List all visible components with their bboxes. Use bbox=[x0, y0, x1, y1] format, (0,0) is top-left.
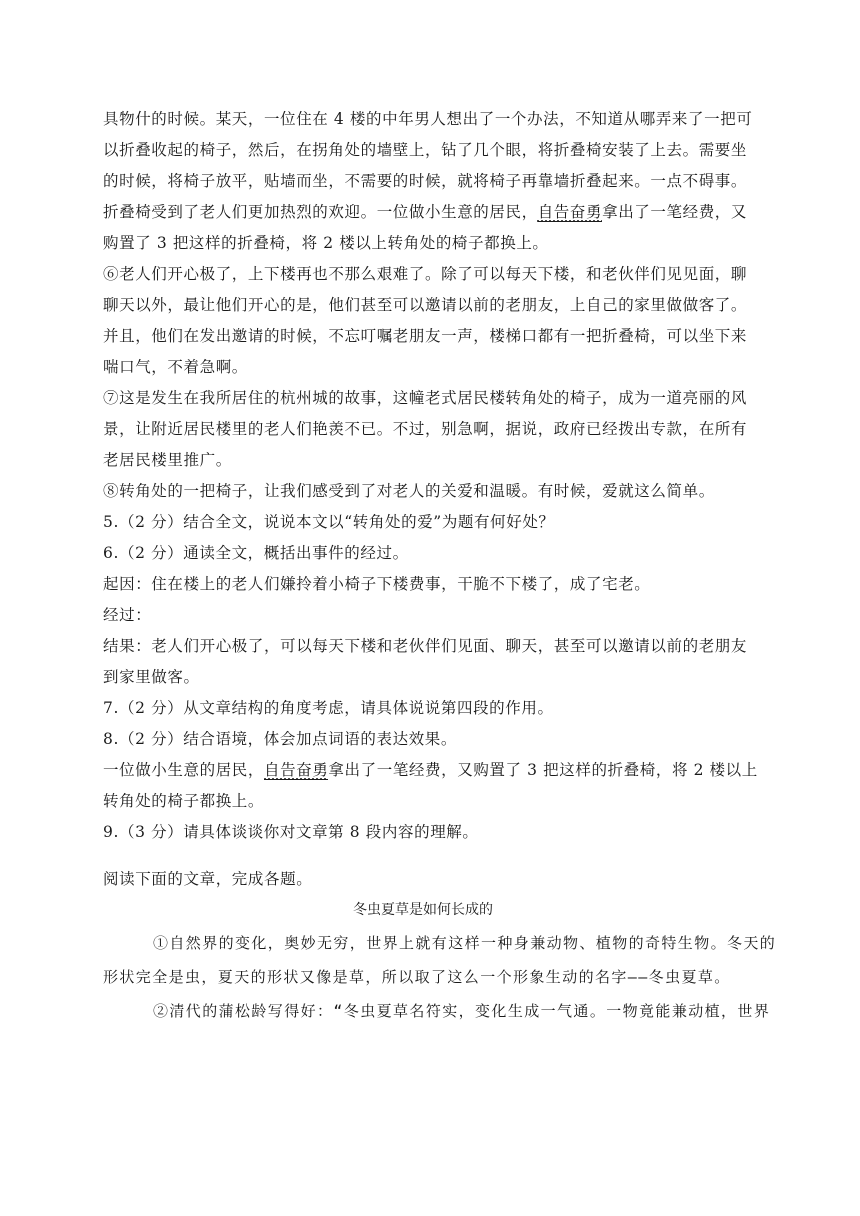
paragraph-6-line-4: 喘口气，不着急啊。 bbox=[103, 358, 248, 376]
emphasized-phrase: 自告奋勇 bbox=[264, 761, 329, 779]
article-paragraph-1-line-2: 形状完全是虫，夏天的形状又像是草，所以取了这么一个形象生动的名字——冬虫夏草。 bbox=[103, 968, 731, 986]
paragraph-6-line-3: 并且，他们在发出邀请的时候，不忘叮嘱老朋友一声，楼梯口都有一把折叠椅，可以坐下来 bbox=[103, 327, 748, 345]
paragraph-6-line-1: ⑥老人们开心极了，上下楼再也不那么艰难了。除了可以每天下楼，和老伙伴们见见面，聊 bbox=[103, 265, 748, 283]
question-8-quote-line-1 bbox=[103, 755, 758, 786]
paragraph-4-line-2: 以折叠收起的椅子，然后，在拐角处的墙壁上，钻了几个眼，将折叠椅安装了上去。需要坐 bbox=[103, 141, 748, 159]
question-8-quote-start: 一位做小生意的居民， bbox=[103, 761, 265, 779]
paragraph-4-line-4-start: 折叠椅受到了老人们更加热烈的欢迎。一位做小生意的居民， bbox=[103, 203, 538, 221]
article-title: 冬虫夏草是如何长成的 bbox=[353, 902, 493, 918]
reading-instruction: 阅读下面的文章，完成各题。 bbox=[103, 870, 313, 888]
paragraph-4-line-3: 的时候，将椅子放平，贴墙而坐，不需要的时候，就将椅子再靠墙折叠起来。一点不碍事。 bbox=[103, 172, 748, 190]
article-paragraph-2-line-1: ②清代的蒲松龄写得好：“冬虫夏草名符实，变化生成一气通。一物竟能兼动植，世界 bbox=[153, 1002, 771, 1020]
paragraph-7-line-2: 景，让附近居民楼里的老人们艳羡不已。不过，别急啊，据说，政府已经拨出专款，在所有 bbox=[103, 420, 748, 438]
question-5: 5.（2 分）结合全文，说说本文以“转角处的爱”为题有何好处？ bbox=[103, 513, 555, 531]
question-9: 9.（3 分）请具体谈谈你对文章第 8 段内容的理解。 bbox=[103, 823, 479, 841]
question-7: 7.（2 分）从文章结构的角度考虑，请具体说说第四段的作用。 bbox=[103, 699, 554, 717]
paragraph-6-line-2: 聊天以外，最让他们开心的是，他们甚至可以邀请以前的老朋友，上自己的家里做做客了。 bbox=[103, 296, 748, 314]
emphasized-phrase: 自告奋勇 bbox=[537, 203, 603, 221]
question-6-process: 经过： bbox=[103, 606, 152, 624]
section-gap bbox=[103, 848, 743, 864]
question-8-quote-end: 拿出了一笔经费，又购置了 3 把这样的折叠椅，将 2 楼以上 bbox=[328, 761, 758, 779]
paragraph-4-line-4-end: 拿出了一笔经费，又 bbox=[602, 203, 748, 221]
paragraph-4-line-4 bbox=[103, 197, 748, 228]
question-6: 6.（2 分）通读全文，概括出事件的经过。 bbox=[103, 544, 409, 562]
question-6-result-line-2: 到家里做客。 bbox=[103, 668, 200, 686]
document-page bbox=[103, 104, 777, 1028]
question-8-quote-line-2: 转角处的椅子都换上。 bbox=[103, 792, 265, 810]
paragraph-4-line-5: 购置了 3 把这样的折叠椅，将 2 楼以上转角处的椅子都换上。 bbox=[103, 234, 549, 252]
paragraph-7-line-1: ⑦这是发生在我所居住的杭州城的故事，这幢老式居民楼转角处的椅子，成为一道亮丽的风 bbox=[103, 389, 748, 407]
paragraph-8: ⑧转角处的一把椅子，让我们感受到了对老人的关爱和温暖。有时候，爱就这么简单。 bbox=[103, 482, 715, 500]
paragraph-7-line-3: 老居民楼里推广。 bbox=[103, 451, 232, 469]
question-6-result-line-1: 结果：老人们开心极了，可以每天下楼和老伙伴们见面、聊天，甚至可以邀请以前的老朋友 bbox=[103, 637, 748, 655]
paragraph-4-line-1: 具物什的时候。某天，一位住在 4 楼的中年男人想出了一个办法，不知道从哪弄来了一把可 bbox=[103, 110, 753, 128]
question-6-cause: 起因：住在楼上的老人们嫌拎着小椅子下楼费事，干脆不下楼了，成了宅老。 bbox=[103, 575, 651, 593]
article-paragraph-1-line-1: ①自然界的变化，奥妙无穷，世界上就有这样一种身兼动物、植物的奇特生物。冬天的 bbox=[153, 934, 777, 952]
question-8: 8.（2 分）结合语境，体会加点词语的表达效果。 bbox=[103, 730, 457, 748]
